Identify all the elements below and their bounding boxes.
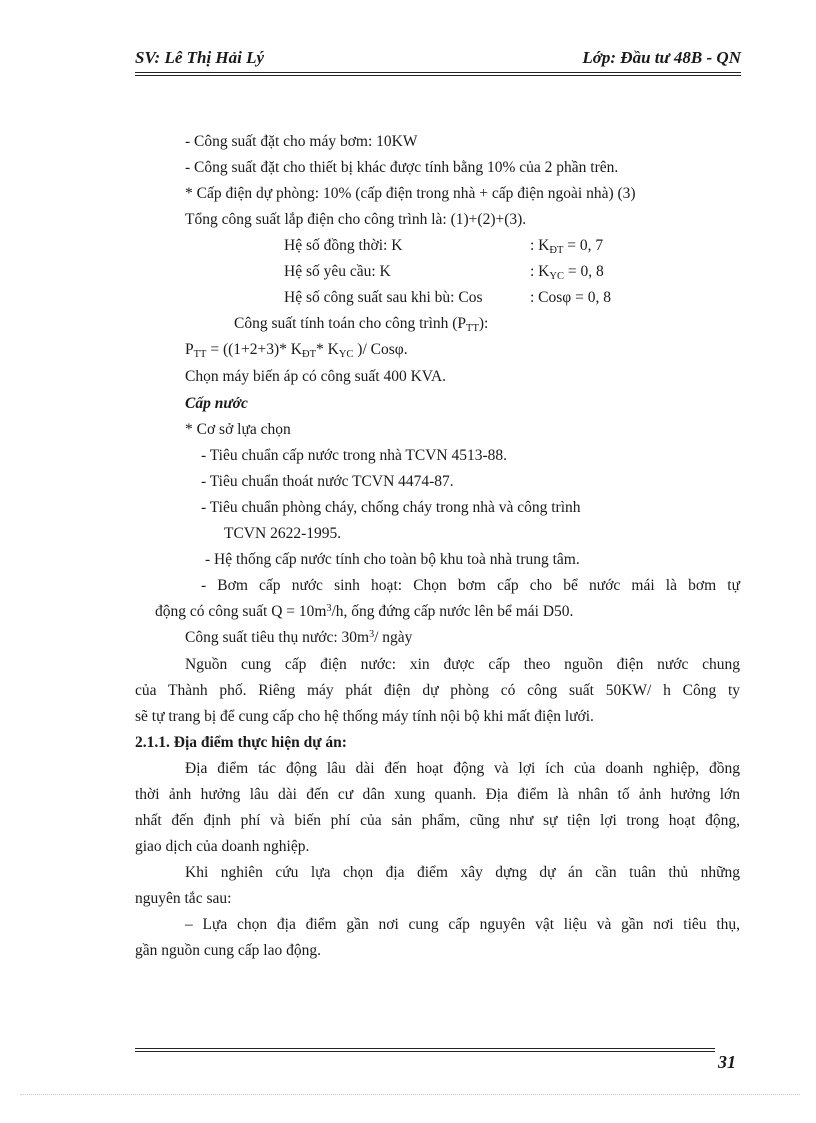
list-item: - Hệ thống cấp nước tính cho toàn bộ khu toà nhà trung tâm. <box>205 551 580 568</box>
formula-text: = ((1+2+3)* K <box>206 341 302 358</box>
list-item: - Tiêu chuẩn phòng cháy, chống cháy trong nhà và công trình <box>201 499 581 516</box>
paragraph-line: – Lựa chọn địa điểm gần nơi cung cấp nguyên vật liệu và gần nơi tiêu thụ, <box>185 916 740 933</box>
paragraph-line: của Thành phố. Riêng máy phát điện dự phòng có công suất 50KW/ h Công ty <box>135 682 740 699</box>
text-line: - Công suất đặt cho thiết bị khác được tính bằng 10% của 2 phần trên. <box>185 159 619 176</box>
page-number: 31 <box>718 1052 736 1072</box>
text-line: Tổng công suất lắp điện cho công trình là: (1)+(2)+(3). <box>185 211 527 228</box>
formula-value <box>530 262 604 282</box>
list-item: - Bơm cấp nước sinh hoạt: Chọn bơm cấp cho bể nước mái là bơm tự <box>201 577 740 594</box>
paragraph-line: nhất đến định phí và biến phí của sản phẩm, cũng như sự tiện lợi trong hoạt động, <box>135 812 740 829</box>
formula-text: P <box>185 341 194 358</box>
text-line: Hệ số yêu cầu: K <box>284 263 391 280</box>
formula-text: / ngày <box>374 629 413 646</box>
formula-subscript: ĐT <box>301 349 316 360</box>
text-line: Chọn máy biến áp có công suất 400 KVA. <box>185 368 447 385</box>
header-rule-secondary <box>135 75 741 76</box>
footer-rule <box>135 1048 715 1049</box>
formula-text: Công suất tính toán cho công trình (P <box>234 315 467 332</box>
formula-superscript: 3 <box>326 603 332 614</box>
list-item-continuation: TCVN 2622-1995. <box>224 525 342 542</box>
page-bottom-border <box>20 1094 800 1095</box>
header-class-name: Lớp: Đầu tư 48B - QN <box>582 48 741 67</box>
formula-text: : K <box>530 237 550 254</box>
paragraph-line: Nguồn cung cấp điện nước: xin được cấp theo nguồn điện nước chung <box>185 656 740 673</box>
paragraph-line: giao dịch của doanh nghiệp. <box>135 838 310 855</box>
text-line: Hệ số công suất sau khi bù: Cos <box>284 289 483 306</box>
paragraph-line: sẽ tự trang bị để cung cấp cho hệ thống máy tính nội bộ khi mất điện lưới. <box>135 708 594 725</box>
header-rule <box>135 72 741 73</box>
text-line: * Cơ sở lựa chọn <box>185 421 291 438</box>
formula-subscript: TT <box>466 323 479 334</box>
formula-text: động có công suất Q = 10m <box>155 603 327 620</box>
formula-line <box>155 602 573 622</box>
formula-subscript: ĐT <box>549 245 564 256</box>
formula-line <box>185 340 408 360</box>
list-item: - Tiêu chuẩn thoát nước TCVN 4474-87. <box>201 473 454 490</box>
formula-value <box>530 236 603 256</box>
formula-subscript: YC <box>549 271 564 282</box>
formula-value: : Cosφ = 0, 8 <box>530 289 611 306</box>
formula-subscript: TT <box>193 349 207 360</box>
formula-text: = 0, 7 <box>563 237 604 254</box>
paragraph-line: gần nguồn cung cấp lao động. <box>135 942 321 959</box>
formula-text: = 0, 8 <box>563 263 604 280</box>
paragraph-line: Khi nghiên cứu lựa chọn địa điểm xây dựng dự án cần tuân thủ những <box>185 864 740 881</box>
paragraph-line: thời ảnh hưởng lâu dài đến cư dân xung quanh. Địa điểm là nhân tố ảnh hưởng lớn <box>135 786 740 803</box>
header-student-name: SV: Lê Thị Hải Lý <box>135 48 265 67</box>
formula-subscript: YC <box>338 349 354 360</box>
formula-text: ): <box>478 315 489 332</box>
formula-text: /h, ống đứng cấp nước lên bể mái D50. <box>331 603 574 620</box>
text-line: Hệ số đồng thời: K <box>284 237 403 254</box>
section-heading: Cấp nước <box>185 395 248 412</box>
text-line: - Công suất đặt cho máy bơm: 10KW <box>185 133 418 150</box>
footer-rule-secondary <box>135 1051 715 1052</box>
paragraph-line: Địa điểm tác động lâu dài đến hoạt động và lợi ích của doanh nghiệp, đồng <box>185 760 740 777</box>
formula-text: )/ Cosφ. <box>353 341 408 358</box>
formula-line <box>185 628 412 648</box>
formula-superscript: 3 <box>369 629 375 640</box>
list-item: - Tiêu chuẩn cấp nước trong nhà TCVN 4513-88. <box>201 447 508 464</box>
formula-text: Công suất tiêu thụ nước: 30m <box>185 629 370 646</box>
subsection-heading: 2.1.1. Địa điểm thực hiện dự án: <box>135 734 347 751</box>
paragraph-line: nguyên tắc sau: <box>135 890 232 907</box>
formula-line <box>234 314 488 334</box>
formula-text: : K <box>530 263 550 280</box>
formula-text: * K <box>315 341 339 358</box>
text-line: * Cấp điện dự phòng: 10% (cấp điện trong nhà + cấp điện ngoài nhà) (3) <box>185 185 636 202</box>
